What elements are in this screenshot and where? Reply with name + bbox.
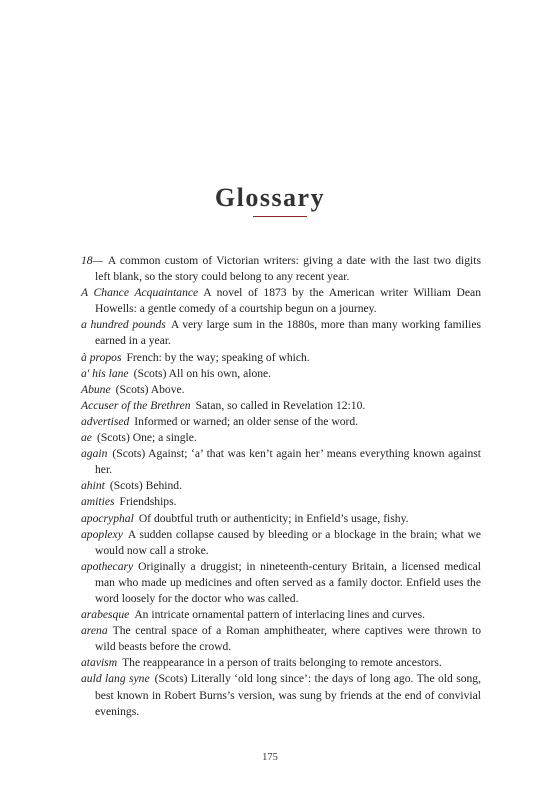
glossary-entry	[81, 366, 481, 382]
glossary-definition: Satan, so called in Revelation 12:10.	[195, 398, 366, 412]
glossary-entry	[81, 382, 481, 398]
glossary-definition: Of doubtful truth or authenticity; in Enfield’s usage, fishy.	[138, 511, 409, 525]
glossary-term: again	[81, 447, 108, 461]
glossary-term: atavism	[81, 656, 118, 670]
glossary-definition: Informed or warned; an older sense of the word.	[134, 414, 359, 428]
glossary-definition: A common custom of Victorian writers: giving a date with the last two digits left blank, so the story could belong to any recent year.	[95, 254, 481, 284]
glossary-entry	[81, 398, 481, 414]
glossary-entry	[81, 607, 481, 623]
glossary-definition: (Scots) Behind.	[109, 479, 182, 493]
glossary-term: apothecary	[81, 559, 134, 573]
glossary-entry	[81, 478, 481, 494]
glossary-term: ae	[81, 431, 92, 445]
glossary-term: a' his lane	[81, 366, 129, 380]
glossary-definition: A very large sum in the 1880s, more than many working families earned in a year.	[95, 318, 481, 348]
glossary-term: advertised	[81, 414, 130, 428]
glossary-entry	[81, 559, 481, 607]
glossary-definition: A sudden collapse caused by bleeding or a blockage in the brain; what we would now call a stroke.	[95, 527, 481, 557]
glossary-definition: The central space of a Roman amphitheater, where captives were thrown to wild beasts before the crowd.	[95, 624, 481, 654]
glossary-definition: (Scots) Against; ‘a’ that was ken’t again her’ means everything known against her.	[95, 447, 481, 477]
page-title: Glossary	[214, 183, 326, 213]
glossary-definition: The reappearance in a person of traits belonging to remote ancestors.	[122, 656, 442, 670]
glossary-definition: Originally a druggist; in nineteenth-century Britain, a licensed medical man who made up medicines and often served as a family doctor. Enfield uses the word loosely for the doctor who was called.	[95, 559, 481, 605]
glossary-definition: (Scots) Literally ‘old long since’: the days of long ago. The old song, best known in Robert Burns’s version, was sung by friends at the end of convivial evenings.	[95, 672, 481, 718]
glossary-definition: A novel of 1873 by the American writer William Dean Howells: a gentle comedy of a courtship begun on a journey.	[95, 286, 481, 316]
glossary-entry	[81, 253, 481, 285]
glossary-term: arena	[81, 624, 108, 638]
glossary-entry	[81, 527, 481, 559]
glossary-definition: Friendships.	[119, 495, 177, 509]
glossary-entry	[81, 446, 481, 478]
glossary-definition: (Scots) All on his own, alone.	[133, 366, 272, 380]
glossary-entry	[81, 671, 481, 719]
glossary-definition: (Scots) One; a single.	[96, 431, 197, 445]
glossary-term: auld lang syne	[81, 672, 150, 686]
glossary-term: ahint	[81, 479, 105, 493]
glossary-entry	[81, 430, 481, 446]
glossary-entry	[81, 285, 481, 317]
glossary-entry	[81, 494, 481, 510]
glossary-definition: French: by the way; speaking of which.	[126, 350, 310, 364]
glossary-term: A Chance Acquaintance	[81, 286, 199, 300]
glossary-term: à propos	[81, 350, 122, 364]
glossary-term: amities	[81, 495, 115, 509]
glossary-term: arabesque	[81, 608, 130, 622]
title-rule	[253, 216, 307, 217]
glossary-entry	[81, 623, 481, 655]
glossary-term: Accuser of the Brethren	[81, 398, 191, 412]
glossary-entry	[81, 655, 481, 671]
glossary-term: apocryphal	[81, 511, 134, 525]
glossary-entry	[81, 350, 481, 366]
glossary-entry	[81, 414, 481, 430]
glossary-entry	[81, 511, 481, 527]
glossary-definition: An intricate ornamental pattern of interlacing lines and curves.	[134, 608, 426, 622]
glossary-list	[81, 253, 481, 720]
glossary-term: apoplexy	[81, 527, 123, 541]
glossary-term: Abune	[81, 382, 111, 396]
glossary-definition: (Scots) Above.	[115, 382, 185, 396]
page-number: 175	[262, 752, 278, 763]
glossary-entry	[81, 317, 481, 349]
glossary-term: a hundred pounds	[81, 318, 166, 332]
glossary-term: 18—	[81, 254, 103, 267]
